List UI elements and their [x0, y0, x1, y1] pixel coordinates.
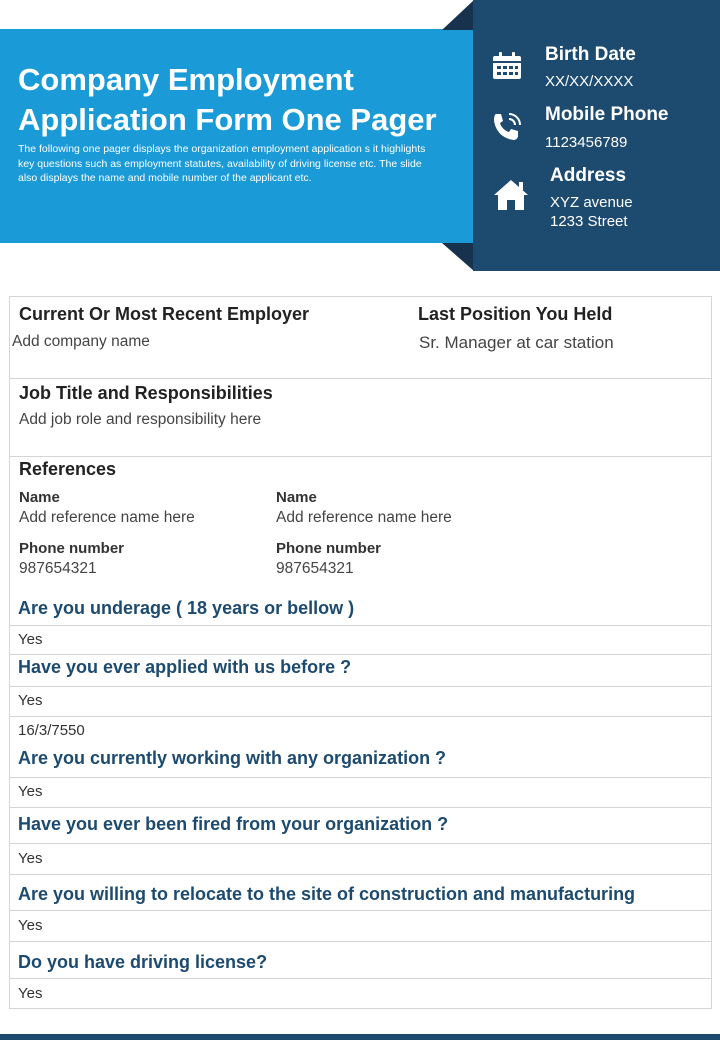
divider: [9, 910, 712, 911]
question-applied-before: Have you ever applied with us before ?: [18, 657, 352, 677]
position-value[interactable]: Sr. Manager at car station: [419, 333, 614, 352]
mobile-phone-label: Mobile Phone: [545, 104, 669, 125]
reference-1-name-label: Name: [19, 489, 60, 506]
answer-box-underage[interactable]: [9, 625, 712, 655]
answer-relocate[interactable]: Yes: [18, 917, 43, 934]
page-description: The following one pager displays the organization employment application s it highlights key questions such as employment statutes, availability of driving license etc. The slide also displays the name and mobile number of the applicant etc.: [18, 143, 426, 184]
address-label: Address: [550, 165, 627, 186]
answer-box-currently-working[interactable]: [9, 777, 712, 808]
birth-date-value: XX/XX/XXXX: [545, 73, 634, 90]
answer-driving-license[interactable]: Yes: [18, 985, 43, 1002]
banner-fold-top: [442, 0, 474, 30]
divider: [9, 843, 712, 844]
reference-2-phone-value[interactable]: 987654321: [276, 560, 354, 577]
mobile-phone-value: 1123456789: [545, 134, 628, 151]
answer-applied-before[interactable]: Yes: [18, 692, 43, 709]
address-line1: XYZ avenue: [550, 194, 633, 211]
birth-date-label: Birth Date: [545, 44, 636, 65]
reference-2-name-label: Name: [276, 489, 317, 506]
references-label: References: [19, 459, 117, 479]
question-currently-working: Are you currently working with any organization ?: [18, 748, 447, 768]
reference-2-phone-label: Phone number: [276, 540, 382, 557]
banner-fold-bottom: [442, 243, 474, 271]
question-fired: Have you ever been fired from your organization ?: [18, 814, 449, 834]
divider: [9, 978, 712, 979]
answer-underage[interactable]: Yes: [18, 631, 43, 648]
phone-icon: [490, 110, 524, 149]
calendar-icon: [492, 52, 522, 85]
address-line2: 1233 Street: [550, 213, 628, 230]
footer-bar: [0, 1034, 720, 1040]
home-icon: [492, 178, 530, 217]
answer-applied-date[interactable]: 16/3/7550: [18, 722, 85, 739]
question-underage: Are you underage ( 18 years or bellow ): [18, 598, 355, 618]
divider: [9, 941, 712, 942]
employer-value[interactable]: Add company name: [12, 333, 150, 350]
divider: [9, 874, 712, 875]
question-relocate: Are you willing to relocate to the site of construction and manufacturing: [18, 884, 636, 904]
reference-1-phone-label: Phone number: [19, 540, 125, 557]
page-title: Company Employment Application Form One Pager: [18, 62, 437, 137]
reference-2-name-value[interactable]: Add reference name here: [276, 509, 452, 526]
reference-1-name-value[interactable]: Add reference name here: [19, 509, 195, 526]
reference-1-phone-value[interactable]: 987654321: [19, 560, 97, 577]
answer-currently-working[interactable]: Yes: [18, 783, 43, 800]
job-label: Job Title and Responsibilities: [19, 383, 273, 403]
answer-box-applied-before[interactable]: [9, 686, 712, 717]
position-label: Last Position You Held: [418, 304, 613, 324]
job-value[interactable]: Add job role and responsibility here: [19, 411, 262, 428]
employer-label: Current Or Most Recent Employer: [19, 304, 310, 324]
references-questions-section: [9, 456, 712, 1009]
answer-fired[interactable]: Yes: [18, 850, 43, 867]
question-driving-license: Do you have driving license?: [18, 952, 268, 972]
